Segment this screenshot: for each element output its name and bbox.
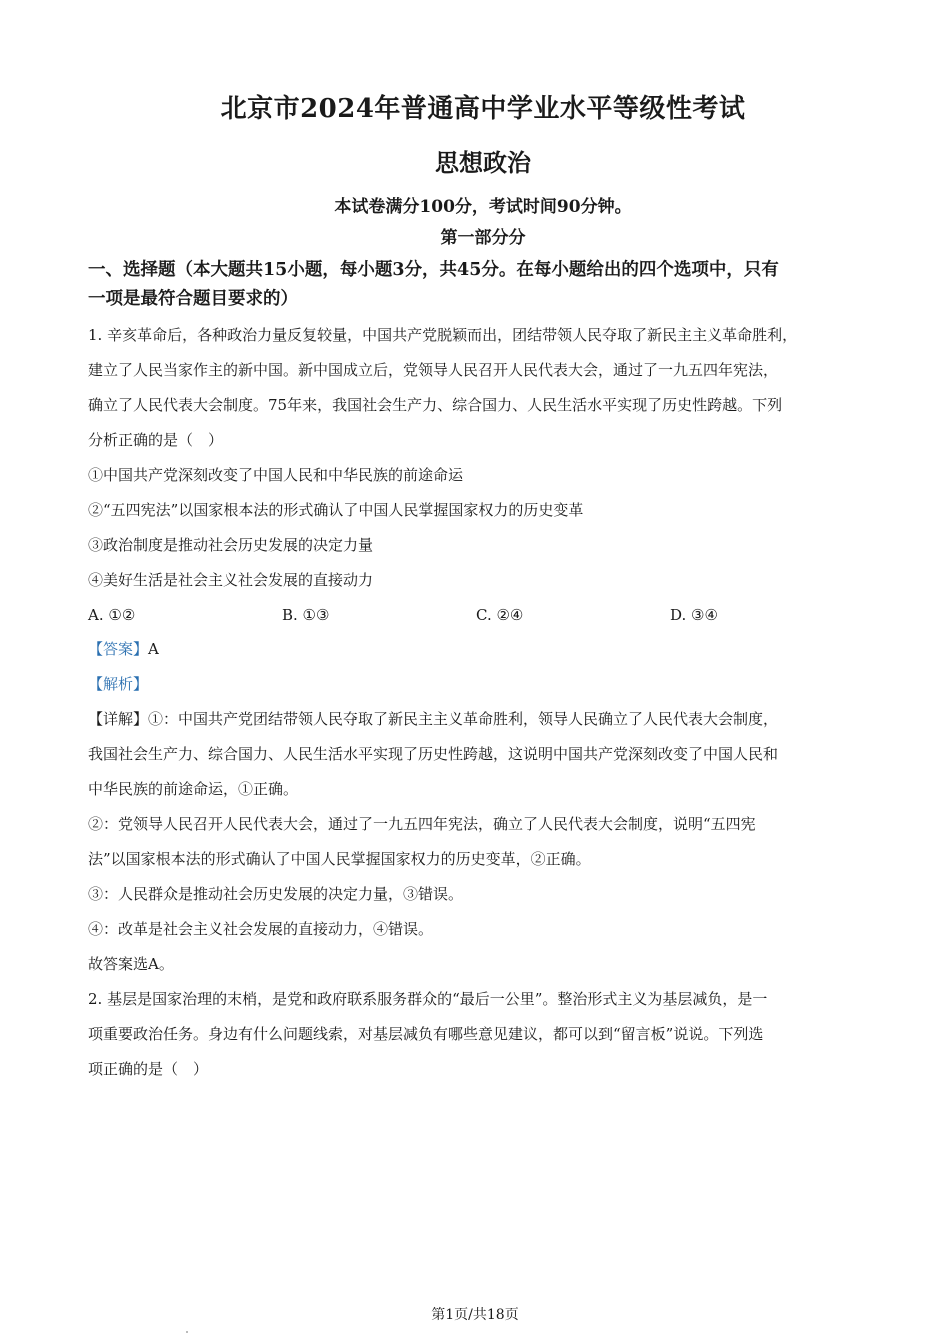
- question-stem-line: 分析正确的是（ ）: [88, 431, 224, 449]
- answer-tag: 【答案】: [88, 640, 149, 658]
- option-b: B. ①③: [282, 606, 330, 624]
- detail-line: ③：人民群众是推动社会历史发展的决定力量，③错误。: [88, 885, 464, 903]
- detail-line: 我国社会生产力、综合国力、人民生活水平实现了历史性跨越，这说明中国共产党深刻改变了中国人民和: [88, 745, 779, 763]
- question-stem-line: 项重要政治任务。身边有什么问题线索，对基层减负有哪些意见建议，都可以到“留言板”说说。下列选: [88, 1025, 764, 1043]
- option-d: D. ③④: [670, 606, 718, 624]
- page-number: 第1页/共18页: [431, 1307, 519, 1323]
- analysis-line: [88, 667, 878, 702]
- section-heading-line: 一项是最符合题目要求的）: [88, 289, 298, 309]
- detail-line: ②：党领导人民召开人民代表大会，通过了一九五四年宪法，确立了人民代表大会制度，说明“五四宪: [88, 815, 756, 833]
- detail-text: ①：中国共产党团结带领人民夺取了新民主主义革命胜利，领导人民确立了人民代表大会制度，: [148, 710, 779, 728]
- statement-4: ④美好生活是社会主义社会发展的直接动力: [88, 571, 374, 589]
- answer-value: A: [148, 640, 159, 658]
- section-heading-line: 一、选择题（本大题共15小题，每小题3分，共45分。在每小题给出的四个选项中，只有: [88, 260, 779, 280]
- subject-title: 思想政治: [435, 148, 531, 177]
- exam-title: 北京市2024年普通高中学业水平等级性考试: [220, 94, 746, 124]
- scan-dot: [186, 1331, 188, 1333]
- analysis-tag: 【解析】: [88, 675, 149, 693]
- detail-tag: 【详解】: [88, 710, 149, 728]
- statement-1: ①中国共产党深刻改变了中国人民和中华民族的前途命运: [88, 466, 464, 484]
- answer-options: [88, 598, 878, 632]
- question-stem-line: 确立了人民代表大会制度。75年来，我国社会生产力、综合国力、人民生活水平实现了历史性跨越。下列: [88, 396, 783, 414]
- detail-line: 法”以国家根本法的形式确认了中国人民掌握国家权力的历史变革，②正确。: [88, 850, 591, 868]
- question-1: [88, 318, 878, 982]
- section-heading: [88, 256, 878, 314]
- answer-line: [88, 632, 878, 667]
- detail-line: 故答案选A。: [88, 955, 174, 973]
- statement-2: ②“五四宪法”以国家根本法的形式确认了中国人民掌握国家权力的历史变革: [88, 501, 584, 519]
- detail-line: [88, 702, 878, 737]
- exam-page: [88, 88, 878, 1087]
- question-stem-line: 项正确的是（ ）: [88, 1060, 209, 1078]
- statement-3: ③政治制度是推动社会历史发展的决定力量: [88, 536, 374, 554]
- option-a: A. ①②: [88, 606, 136, 624]
- part-heading: 第一部分分: [440, 228, 526, 248]
- detail-line: ④：改革是社会主义社会发展的直接动力，④错误。: [88, 920, 434, 938]
- question-2: [88, 982, 878, 1087]
- question-stem-line: 2. 基层是国家治理的末梢，是党和政府联系服务群众的“最后一公里”。整治形式主义为基层减负，是一: [88, 990, 768, 1008]
- question-stem-line: 1. 辛亥革命后，各种政治力量反复较量，中国共产党脱颖而出，团结带领人民夺取了新民主主义革命胜利，: [88, 326, 798, 344]
- option-c: C. ②④: [476, 606, 524, 624]
- exam-note: 本试卷满分100分，考试时间90分钟。: [334, 197, 632, 217]
- question-stem-line: 建立了人民当家作主的新中国。新中国成立后，党领导人民召开人民代表大会，通过了一九五四年宪法，: [88, 361, 779, 379]
- detail-line: 中华民族的前途命运，①正确。: [88, 780, 299, 798]
